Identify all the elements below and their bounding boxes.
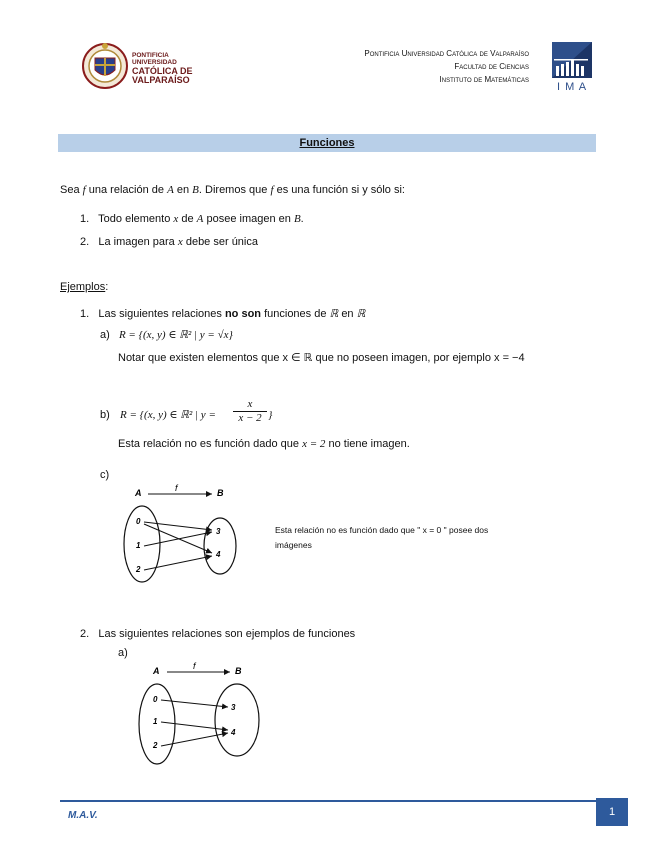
ima-label: I M A bbox=[556, 81, 588, 93]
domain-element: 1 bbox=[136, 541, 141, 550]
codomain-element: 4 bbox=[231, 728, 236, 737]
page-number: 1 bbox=[596, 798, 628, 826]
logo-text-small: PONTIFICIA UNIVERSIDAD bbox=[132, 52, 177, 66]
domain-element: 0 bbox=[136, 517, 141, 526]
header-institution: Pontificia Universidad Católica de Valparaíso bbox=[364, 49, 529, 58]
set-a-label: A bbox=[135, 488, 142, 498]
example1-intro: 1. Las siguientes relaciones no son funciones de ℝ en ℝ bbox=[80, 308, 366, 320]
example2-a-label: a) bbox=[118, 647, 128, 659]
footer-author: M.A.V. bbox=[68, 810, 98, 821]
relation-diagram-function bbox=[135, 660, 270, 770]
example1-b-label: b) bbox=[100, 409, 110, 421]
page-title: Funciones bbox=[299, 137, 355, 149]
set-b-label: B bbox=[217, 488, 224, 498]
header-faculty: Facultad de Ciencias bbox=[454, 62, 529, 71]
set-b-label: B bbox=[235, 666, 242, 676]
examples-heading: Ejemplos: bbox=[60, 281, 109, 293]
map-label: f bbox=[193, 661, 196, 671]
example1-b-formula: R = {(x, y) ∈ ℝ² | y = bbox=[120, 409, 216, 421]
header-institute: Instituto de Matemáticas bbox=[439, 75, 529, 84]
condition-item: 1. Todo elemento x de A posee imagen en B. bbox=[80, 213, 304, 225]
codomain-ellipse bbox=[215, 684, 259, 756]
relation-arrow bbox=[144, 556, 212, 570]
example1-b-note: Esta relación no es función dado que x = 2 no tiene imagen. bbox=[118, 438, 410, 450]
example1-a-note: Notar que existen elementos que x ∈ ℝ que no poseen imagen, por ejemplo x = −4 bbox=[118, 352, 525, 364]
example1-b-formula-end: } bbox=[268, 409, 273, 421]
definition-paragraph: Sea f una relación de A en B. Diremos que f es una función si y sólo si: bbox=[60, 184, 405, 196]
ima-graphic-icon bbox=[552, 42, 592, 78]
map-label: f bbox=[175, 483, 178, 493]
page-title-bar bbox=[58, 134, 596, 152]
relation-arrow bbox=[144, 532, 212, 546]
domain-element: 0 bbox=[153, 695, 158, 704]
example1-c-note: Esta relación no es función dado que " x = 0 " posee dos imágenes bbox=[275, 525, 489, 550]
example1-b-fraction: x x − 2 bbox=[233, 398, 267, 425]
codomain-element: 3 bbox=[231, 703, 236, 712]
ima-logo bbox=[552, 42, 592, 92]
domain-element: 2 bbox=[136, 565, 141, 574]
domain-element: 1 bbox=[153, 717, 158, 726]
relation-arrow bbox=[161, 722, 228, 730]
logo-text-large: CATÓLICA DE VALPARAÍSO bbox=[132, 66, 193, 85]
relation-diagram-not-function bbox=[120, 482, 270, 586]
codomain-element: 3 bbox=[216, 527, 221, 536]
header-institution-block bbox=[364, 47, 529, 86]
example2-intro: 2. Las siguientes relaciones son ejemplos de funciones bbox=[80, 628, 356, 640]
domain-element: 2 bbox=[153, 741, 158, 750]
example1-a: a) R = {(x, y) ∈ ℝ² | y = √x} bbox=[100, 329, 233, 341]
example1-c-label: c) bbox=[100, 469, 110, 481]
footer-divider bbox=[60, 800, 596, 802]
condition-item: 2. La imagen para x debe ser única bbox=[80, 236, 258, 248]
codomain-element: 4 bbox=[216, 550, 221, 559]
university-logo bbox=[80, 38, 230, 94]
set-a-label: A bbox=[153, 666, 160, 676]
